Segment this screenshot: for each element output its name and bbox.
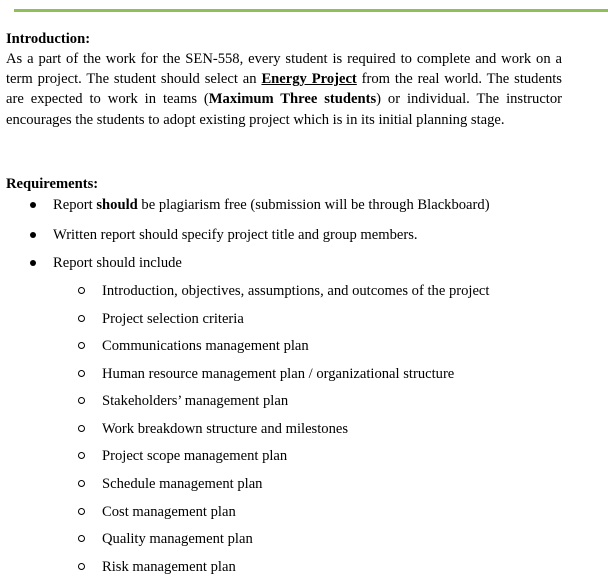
hollow-bullet-icon bbox=[78, 508, 85, 515]
report-should-include-label: Report should include bbox=[53, 255, 182, 271]
introduction-heading: Introduction: bbox=[6, 31, 91, 47]
hollow-bullet-icon bbox=[78, 425, 85, 432]
sub-item-text: Human resource management plan / organizational structure bbox=[102, 366, 455, 382]
requirement-bullet-text: Written report should specify project title and group members. bbox=[53, 227, 418, 243]
sub-item-text: Schedule management plan bbox=[102, 476, 263, 492]
intro-text-part-1: As a part of the work for the SEN-558, every student is required to complete and work on a term project. The student should select an bbox=[6, 51, 562, 88]
header-divider-line bbox=[14, 9, 608, 12]
hollow-bullet-icon bbox=[78, 342, 85, 349]
requirements-heading: Requirements: bbox=[6, 176, 99, 192]
hollow-bullet-icon bbox=[78, 452, 85, 459]
hollow-bullet-icon bbox=[78, 535, 85, 542]
bullet-post: be plagiarism free (submission will be through Blackboard) bbox=[137, 197, 490, 213]
bullet-icon bbox=[30, 260, 36, 266]
hollow-bullet-icon bbox=[78, 287, 85, 294]
sub-item-text: Risk management plan bbox=[102, 559, 236, 575]
sub-item-text: Cost management plan bbox=[102, 504, 236, 520]
energy-project-emphasis: Energy Project bbox=[261, 71, 357, 88]
bullet-icon bbox=[30, 202, 36, 208]
sub-item-text: Work breakdown structure and milestones bbox=[102, 421, 349, 437]
hollow-bullet-icon bbox=[78, 563, 85, 570]
sub-item-text: Communications management plan bbox=[102, 338, 309, 354]
hollow-bullet-icon bbox=[78, 315, 85, 322]
hollow-bullet-icon bbox=[78, 397, 85, 404]
intro-text-part-3: from the real world. The students are expected to work in teams ( bbox=[6, 71, 562, 108]
hollow-bullet-icon bbox=[78, 370, 85, 377]
sub-item-text: Quality management plan bbox=[102, 531, 253, 547]
bullet-pre: Report bbox=[53, 197, 97, 213]
bullet-icon bbox=[30, 232, 36, 238]
requirement-bullet-text bbox=[53, 195, 490, 215]
sub-item-text: Project selection criteria bbox=[102, 311, 244, 327]
intro-text-part-5: ) or individual. The instructor encourages the students to adopt existing project which is in its initial planning stage. bbox=[6, 91, 563, 128]
sub-item-text: Stakeholders’ management plan bbox=[102, 393, 289, 409]
introduction-paragraph bbox=[6, 49, 562, 130]
max-students-emphasis: Maximum Three students bbox=[208, 91, 377, 108]
sub-item-text: Introduction, objectives, assumptions, and outcomes of the project bbox=[102, 283, 490, 299]
hollow-bullet-icon bbox=[78, 480, 85, 487]
sub-item-text: Project scope management plan bbox=[102, 448, 288, 464]
should-emphasis: should bbox=[96, 197, 138, 213]
